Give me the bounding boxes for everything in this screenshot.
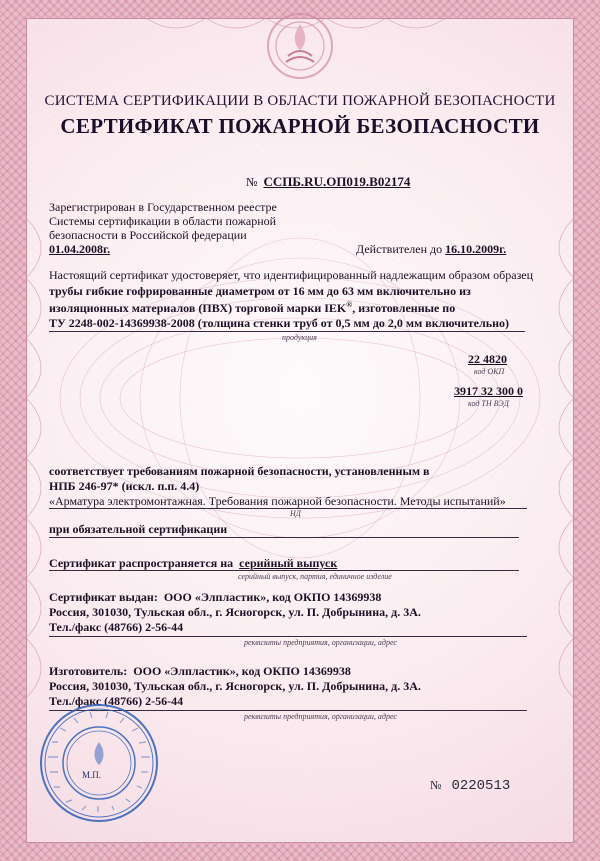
serial-value: 0220513 [451,778,511,794]
okp-label: код ОКП [474,367,505,376]
product-line-1: трубы гибкие гофрированные диаметром от 16 мм до 63 мм включительно из [49,284,471,298]
registered-mark: ® [346,300,353,309]
system-heading: СИСТЕМА СЕРТИФИКАЦИИ В ОБЛАСТИ ПОЖАРНОЙ БЕЗОПАСНОСТИ [44,93,556,109]
compliance-line-2: НПБ 246-97* (искл. п.п. 4.4) [49,479,200,493]
okp-code: 22 4820 [468,352,507,366]
scope-caption: серийный выпуск, партия, единичное изделие [238,572,392,581]
registration-line-3: безопасности в Российской федерации [49,228,247,242]
registration-date: 01.04.2008г. [49,242,111,256]
scope-underline [49,570,519,571]
nd-caption: НД [290,509,301,518]
seal-mp: М.П. [82,770,102,780]
issued-line-1 [49,590,381,605]
scope-value: серийный выпуск [239,556,338,570]
certification-seal-stamp [38,702,160,824]
scope-label: Сертификат распространяется на [49,556,234,570]
compliance-line-3: «Арматура электромонтажная. Требования пожарной безопасности. Методы испытаний» [49,494,506,508]
manufacturer-caption: реквизиты предприятия, организации, адрес [244,712,397,721]
product-intro: Настоящий сертификат удостоверяет, что идентифицированный надлежащим образом образец [49,268,534,282]
registration-line-2: Системы сертификации в области пожарной [49,214,277,228]
compliance-line-1: соответствует требованиям пожарной безопасности, установленным в [49,464,430,478]
issued-underline [49,636,527,637]
issued-org: ООО «Элпластик», код ОКПО 14369938 [163,590,382,604]
product-line-2 [49,300,455,316]
manufacturer-address: Россия, 301030, Тульская обл., г. Ясногорск, ул. П. Добрынина, д. 3А. [49,679,421,693]
manufacturer-phone: Тел./факс (48766) 2-56-44 [49,694,184,708]
tnved-code: 3917 32 300 0 [454,384,523,398]
issued-address: Россия, 301030, Тульская обл., г. Ясногорск, ул. П. Добрынина, д. 3А. [49,605,421,619]
compliance-underline [49,508,527,509]
certificate-title: СЕРТИФИКАТ ПОЖАРНОЙ БЕЗОПАСНОСТИ [60,114,540,138]
mandatory-certification: при обязательной сертификации [49,522,228,536]
product-line-2b: , изготовленные по [352,301,456,315]
product-line-3: ТУ 2248-002-14369938-2008 (толщина стенки труб от 0,5 мм до 2,0 мм включительно) [49,316,509,330]
serial-number [430,778,510,794]
validity [356,242,506,257]
manufacturer-line-1 [49,664,351,679]
valid-date: 16.10.2009г. [445,242,507,256]
issued-label: Сертификат выдан: [49,590,158,604]
mandatory-underline [49,537,519,538]
manufacturer-label: Изготовитель: [49,664,128,678]
valid-label: Действителен до [356,242,443,256]
serial-prefix: № [430,778,442,792]
scope [49,556,337,571]
number-prefix: № [246,175,258,189]
manufacturer-org: ООО «Элпластик», код ОКПО 14369938 [133,664,351,678]
issued-phone: Тел./факс (48766) 2-56-44 [49,620,184,634]
product-caption: продукция [282,333,317,342]
registration-line-1: Зарегистрирован в Государственном реестре [49,200,277,214]
tnved-label: код ТН ВЭД [468,399,509,408]
certification-emblem-icon [264,10,336,82]
product-line-2a: изоляционных материалов (ПВХ) торговой марки IEK [49,301,347,315]
certificate-number [246,174,410,190]
number-value: ССПБ.RU.ОП019.В02174 [263,174,411,189]
product-underline [49,331,525,332]
issued-caption: реквизиты предприятия, организации, адрес [244,638,397,647]
